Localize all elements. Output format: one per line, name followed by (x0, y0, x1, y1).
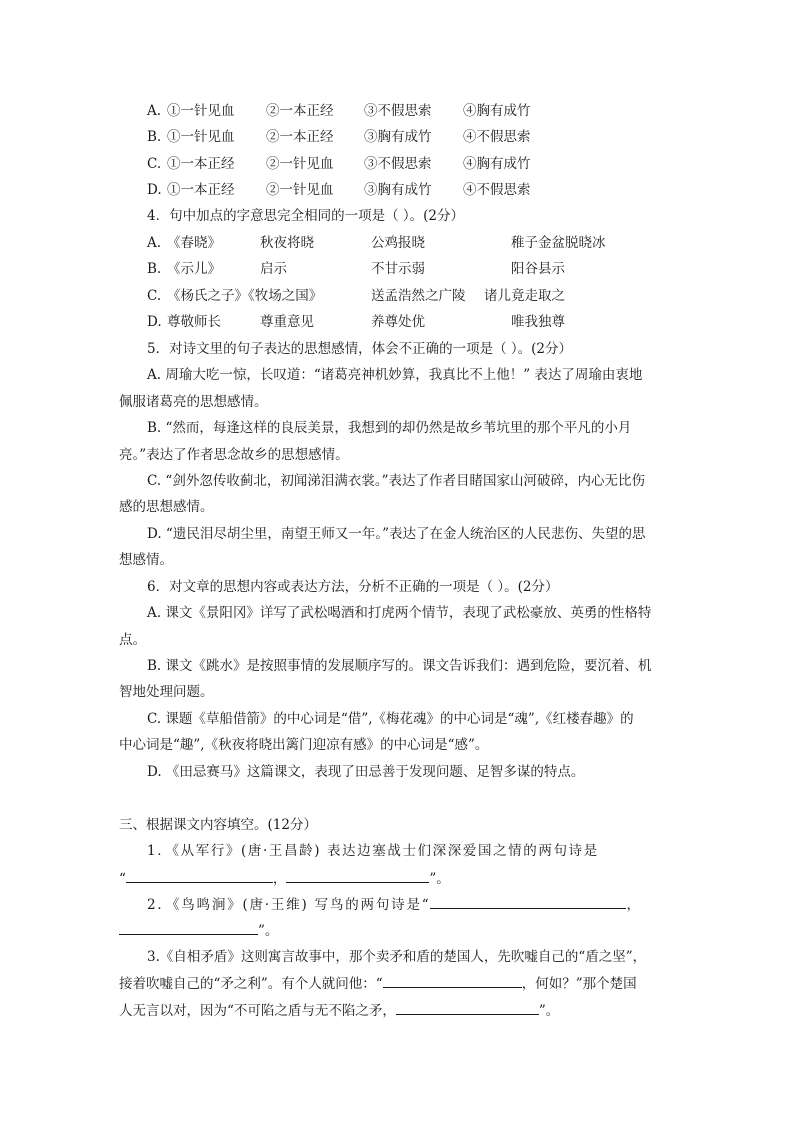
option-b-text: B. 课文《跳水》是按照事情的发展顺序写的。课文告诉我们：遇到危险，要沉着、机 (147, 658, 652, 674)
option-c-text: C. 课题《草船借箭》的中心词是“借”,《梅花魂》的中心词是“魂”,《红楼春趣》的 (147, 711, 634, 727)
open-quote: “ (119, 871, 126, 887)
item-text (147, 894, 642, 915)
question-stem: 4．句中加点的字意思完全相同的一项是（ ）。(2分） (147, 208, 464, 224)
option-a-text-cont: 佩服诸葛亮的思想感情。 (119, 394, 268, 410)
option-item: 启示 (260, 261, 287, 277)
question-stem: 5．对诗文里的句子表达的思想感情，体会不正确的一项是（ ）。(2分） (147, 341, 572, 357)
option-item: ④胸有成竹 (463, 103, 531, 119)
option-item: ④不假思索 (463, 129, 531, 145)
option-d-text: D. 《田忌赛马》这篇课文，表现了田忌善于发现问题、足智多谋的特点。 (147, 764, 585, 780)
option-item: 诸儿竟走取之 (484, 288, 565, 304)
option-item: ②一针见血 (266, 182, 334, 198)
item-text-cont (119, 973, 637, 994)
option-item: ①一本正经 (167, 182, 235, 198)
option-item: ②一针见血 (266, 156, 334, 172)
item-text: 3.《自相矛盾》这则寓言故事中，那个卖矛和盾的楚国人，先吹嘘自己的“盾之坚”， (147, 949, 647, 965)
option-item: ④不假思索 (463, 182, 531, 198)
option-item: 唯我独尊 (511, 314, 565, 330)
option-letter: A. (147, 103, 162, 119)
option-item: ③不假思索 (364, 156, 432, 172)
option-d-text: D. “遗民泪尽胡尘里，南望王师又一年。”表达了在金人统治区的人民悲伤、失望的思 (147, 526, 646, 542)
option-item: 稚子金盆脱晓冰 (511, 235, 606, 251)
option-item: ③胸有成竹 (364, 129, 432, 145)
close-quote: ”。 (538, 1003, 560, 1019)
item-text: 1．《从军行》(唐·王昌龄) 表达边塞战士们深深爱国之情的两句诗是 (147, 843, 599, 859)
option-c-text-cont: 中心词是“趣”,《秋夜将晓出篱门迎凉有感》的中心词是“感”。 (119, 737, 489, 753)
option-letter: B. (147, 261, 162, 277)
option-letter: D. (147, 182, 162, 198)
option-item: 阳谷县示 (511, 261, 565, 277)
option-a-text: A. 课文《景阳冈》详写了武松喝酒和打虎两个情节，表现了武松豪放、英勇的性格特 (147, 605, 652, 621)
option-item: ②一本正经 (266, 129, 334, 145)
option-item: ②一本正经 (266, 103, 334, 119)
option-item: ①一本正经 (167, 156, 235, 172)
question-stem: 6．对文章的思想内容或表达方法，分析不正确的一项是（ ）。(2分） (147, 579, 559, 595)
close-quote: ”。 (429, 871, 450, 887)
option-item: 养尊处优 (371, 314, 425, 330)
answer-blank[interactable] (383, 973, 522, 988)
option-item: 尊敬师长 (167, 314, 221, 330)
separator: ， (626, 897, 642, 913)
item-blank-line (119, 920, 278, 941)
option-item: 《杨氏之子》《牧场之国》 (167, 288, 323, 304)
option-item: 秋夜将晓 (260, 235, 314, 251)
option-a-text: A. 周瑜大吃一惊，长叹道：“诸葛亮神机妙算，我真比不上他！” 表达了周瑜由衷地 (147, 367, 643, 383)
option-letter: A. (147, 235, 162, 251)
option-c-text-cont: 感的思想感情。 (119, 499, 214, 515)
section-title: 三、根据课文内容填空。(12分） (119, 817, 317, 833)
option-item: ④胸有成竹 (463, 156, 531, 172)
close-quote: ”。 (258, 923, 279, 939)
item-prompt: 2．《鸟鸣涧》(唐·王维) 写鸟的两句诗是“ (147, 897, 431, 913)
option-item: 不甘示弱 (371, 261, 425, 277)
option-item: ③不假思索 (364, 103, 432, 119)
item-prompt: 人无言以对，因为“不可陷之盾与无不陷之矛， (119, 1003, 396, 1019)
option-letter: D. (147, 314, 162, 330)
option-item: ③胸有成竹 (364, 182, 432, 198)
answer-blank[interactable] (430, 894, 626, 909)
item-text-cont (119, 1000, 559, 1021)
separator: ， (272, 871, 287, 887)
answer-blank[interactable] (119, 920, 258, 935)
option-letter: C. (147, 288, 162, 304)
option-item: 《春晓》 (167, 235, 221, 251)
option-item: 送孟浩然之广陵 (371, 288, 466, 304)
option-c-text: C. “剑外忽传收蓟北，初闻涕泪满衣裳。”表达了作者目睹国家山河破碎，内心无比伤 (147, 473, 645, 489)
option-letter: B. (147, 129, 162, 145)
option-item: 公鸡报晓 (371, 235, 425, 251)
option-item: ①一针见血 (167, 129, 235, 145)
answer-blank[interactable] (396, 1000, 539, 1015)
option-item: ①一针见血 (167, 103, 235, 119)
option-b-text-cont: 智地处理问题。 (119, 684, 214, 700)
item-suffix: ，何如？”那个楚国 (521, 976, 637, 992)
option-b-text-cont: 亮。”表达了作者思念故乡的思想感情。 (119, 447, 349, 463)
item-prompt: 接着吹嘘自己的“矛之利”。有个人就问他：“ (119, 976, 383, 992)
item-blank-line (119, 868, 450, 889)
answer-blank[interactable] (126, 868, 273, 883)
option-b-text: B. “然而，每逢这样的良辰美景，我想到的却仍然是故乡苇坑里的那个平凡的小月 (147, 420, 632, 436)
option-item: 《示儿》 (167, 261, 221, 277)
option-item: 尊重意见 (260, 314, 314, 330)
answer-blank[interactable] (286, 868, 429, 883)
option-a-text-cont: 点。 (119, 632, 146, 648)
option-letter: C. (147, 156, 162, 172)
option-d-text-cont: 想感情。 (119, 552, 173, 568)
